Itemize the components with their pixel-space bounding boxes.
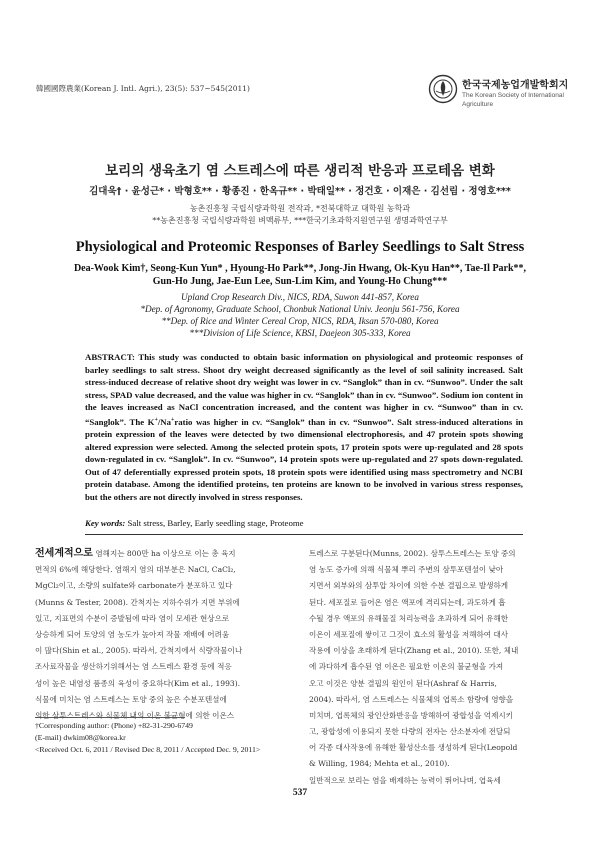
society-name-en: The Korean Society of International Agriculture	[462, 92, 564, 108]
body-line: 염 농도 증가에 의해 식물체 뿌리 주변의 삼투포텐셜이 낮아	[309, 565, 504, 575]
paper-title-en: Physiological and Proteomic Responses of Barley Seedlings to Salt Stress	[75, 239, 525, 255]
body-line: MgCl₂이고, 소량의 sulfate와 carbonate가 분포하고 있다	[35, 581, 233, 591]
body-line: 의한 삼투스트레스와 식물체 내의 이온 불균형에 의한 이온스	[35, 710, 235, 720]
body-line: 작용에 이상을 초래하게 된다(Zhang et al., 2010). 또한, 체내	[309, 646, 519, 656]
authors-ko: 김대욱† · 윤성근* · 박형호** · 황종진 · 한옥규** · 박태일** · 정건호 · 이재은 · 김선림 · 정영호***	[89, 186, 511, 197]
page-number: 537	[292, 788, 308, 798]
body-line: 지면서 외부와의 삼투압 차이에 의한 수분 결핍으로 발생하게	[309, 581, 509, 591]
received-dates: <Received Oct. 6, 2011 / Revised Dec 8, 2011 / Accepted Dec. 9, 2011>	[35, 745, 261, 754]
affiliation-ko-1: 농촌진흥청 국립식량과학원 전작과, *전북대학교 대학원 농학과	[189, 204, 411, 213]
authors-en-line-2: Gun-Ho Jung, Jae-Eun Lee, Sun-Lim Kim, and Young-Ho Chung***	[152, 276, 448, 287]
keywords-label: Key words:	[85, 518, 126, 528]
authors-en	[40, 262, 560, 288]
journal-citation: 韓國國際農業(Korean J. Intl. Agri.), 23(5): 537~545(2011)	[36, 84, 250, 93]
section-heading: 전세계적으로	[35, 548, 93, 559]
abstract-text-1: This study was conducted to obtain basic information on physiological and proteomic responses of barley seedlings to salt stress. Shoot dry weight decreased significantly as the level of soil salinity increased. Salt stress-induced decrease of relative shoot dry weight was lower in cv. “Sanglok” than in cv. “Sunwoo”. Under the salt stress, SPAD value decreased, and the value was higher in cv. “Sanglok” than in cv. “Sunwoo”. Sodium ion content in the leaves increased as NaCl concentration increased, and the content was higher in cv. “Sunwoo” than in cv. “Sanglok”. The K	[85, 352, 523, 427]
body-line: & Willing, 1984; Mehta et al., 2010).	[309, 759, 450, 769]
society-logo-icon	[428, 74, 458, 104]
keywords-text: Salt stress, Barley, Early seedling stage, Proteome	[125, 518, 304, 528]
author-email: (E-mail) dwkim08@korea.kr	[35, 733, 126, 742]
body-line: 미치며, 엽록체의 광인산화반응을 방해하여 광합성을 억제시키	[309, 710, 513, 720]
abstract-divider	[85, 534, 523, 535]
paper-title-ko: 보리의 생육초기 염 스트레스에 따른 생리적 반응과 프로테옴 변화	[105, 163, 495, 179]
body-line: 어 각종 대사작용에 유해한 활성산소를 생성하게 된다(Leopold	[309, 743, 518, 753]
body-line: 된다. 세포질로 들어온 염은 액포에 격리되는데, 과도하게 흡	[309, 597, 506, 607]
body-line: 이 많다(Shin et al., 2005). 따라서, 간척지에서 식량작물이나	[35, 646, 243, 656]
body-line: 트레스로 구분된다(Munns, 2002). 삼투스트레스는 토양 중의	[309, 549, 516, 558]
abstract-label: ABSTRACT:	[85, 352, 135, 362]
body-line: (Munns & Tester, 2008). 간척지는 지하수위가 지면 부위에	[35, 597, 240, 607]
body-column-left	[35, 546, 291, 724]
footnote-divider	[35, 717, 185, 718]
affiliation-en-4: ***Division of Life Science, KBSI, Daejeon 305-333, Korea	[189, 328, 411, 338]
abstract-text-3: ratio was higher in cv. “Sanglok” than in cv. “Sunwoo”. Salt stress-induced alterations in protein expression of the leaves were detected by two dimensional electrophoresis, and 47 protein spots showing altered expression were selected. Among the selected protein spots, 17 protein spots were up-regulated and 28 spots down-regulated in cv. “Sanglok”. In cv. “Sunwoo”, 14 protein spots were up-regulated and 27 spots down-regulated. Out of 47 deferentially expressed protein spots, 18 protein spots were identified using mass spectrometry and NCBI protein database. Among the identified proteins, ten proteins are known to be involved in various stress responses, but the others are not directly involved in stress responses.	[85, 416, 523, 502]
body-line	[35, 546, 291, 562]
body-line: 수될 경우 액포의 유해물질 처리능력을 초과하게 되어 유해한	[309, 613, 509, 623]
abstract-sup-1: +	[154, 416, 158, 423]
affiliation-ko-2: **농촌진흥청 국립식량과학원 벼맥류부, ***한국기초과학지원연구원 생명과학연구부	[152, 216, 448, 225]
abstract-text-2: /Na	[157, 416, 171, 427]
body-line: 있고, 지표면의 수분이 증발됨에 따라 염이 모세관 현상으로	[35, 613, 230, 623]
body-line: 일반적으로 보리는 염을 배제하는 능력이 뛰어나며, 엽육세	[309, 775, 501, 785]
abstract-sup-2: +	[171, 416, 175, 423]
body-line: 오고 이것은 양분 결핍의 원인이 된다(Ashraf & Harris,	[309, 678, 497, 688]
affiliation-en-3: **Dep. of Rice and Winter Cereal Crop, NICS, RDA, Iksan 570-080, Korea	[161, 316, 439, 326]
body-text: 염해지는 800만 ha 이상으로 이는 총 육지	[92, 549, 236, 558]
authors-en-line-1: Dea-Wook Kim†, Seong-Kun Yun* , Hyoung-Ho Park**, Jong-Jin Hwang, Ok-Kyu Han**, Tae-Il Park**,	[73, 263, 527, 274]
body-line: 에 과다하게 흡수된 염 이온은 필요한 이온의 불균형을 가져	[309, 662, 504, 672]
corresponding-author: †Corresponding author: (Phone) +82-31-290-6749	[35, 721, 193, 730]
keywords	[85, 518, 304, 528]
body-line: 면적의 6%에 해당한다. 염해지 염의 대부분은 NaCl, CaCl₂,	[35, 565, 236, 575]
affiliation-en-2: *Dep. of Agronomy, Graduate School, Chonbuk National Univ. Jeonju 561-756, Korea	[140, 304, 460, 314]
body-column-right	[309, 546, 565, 789]
body-line: 고, 광합성에 이용되지 못한 다량의 전자는 산소분자에 전달되	[309, 727, 511, 737]
society-name-ko: 한국국제농업개발학회지	[462, 80, 569, 91]
body-line: 식물에 미치는 염 스트레스는 토양 중의 높은 수분포텐셜에	[35, 694, 227, 704]
body-line: 조사료작물을 생산하기위해서는 염 스트레스 환경 등에 적응	[35, 662, 232, 672]
abstract	[85, 351, 523, 503]
body-line: 이온이 세포질에 쌓이고 그것이 효소의 활성을 저해하여 대사	[309, 629, 509, 639]
body-line: 2004). 따라서, 염 스트레스는 식물체의 엽록소 함량에 영향을	[309, 694, 514, 704]
body-line: 성이 높은 내염성 품종의 육성이 중요하다(Kim et al., 1993).	[35, 678, 241, 688]
body-line: 상승하게 되어 토양의 염 농도가 높아져 작물 재배에 어려움	[35, 629, 230, 639]
affiliation-en-1: Upland Crop Research Div., NICS, RDA, Suwon 441-857, Korea	[181, 292, 419, 302]
